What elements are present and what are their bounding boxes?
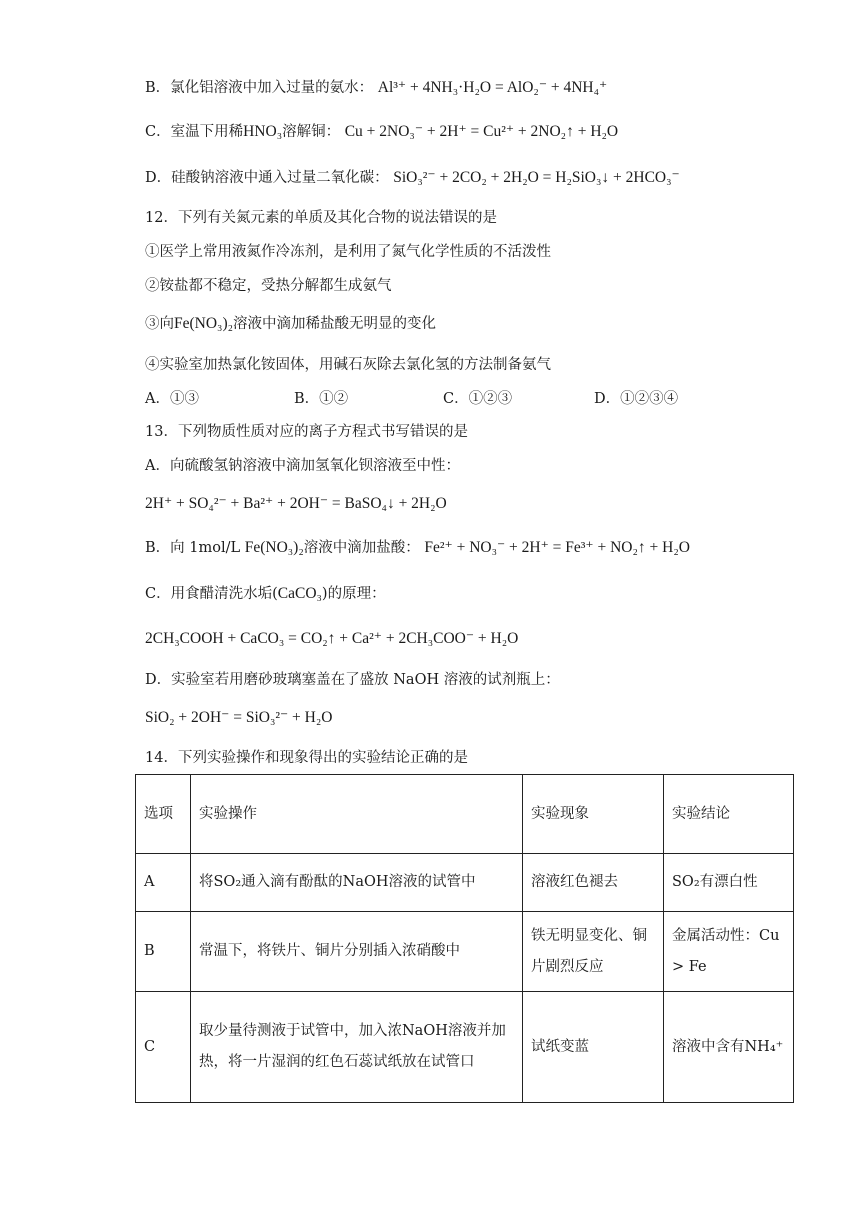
table-header-row	[136, 775, 794, 854]
row-c-conclusion: 溶液中含有NH₄⁺	[664, 992, 794, 1103]
header-operation: 实验操作	[191, 775, 523, 854]
q11-option-b-text: B．氯化铝溶液中加入过量的氨水：	[145, 80, 374, 96]
q12-option-b: B．①②	[294, 391, 349, 407]
q13-option-b-formula: Fe(NO₃)₂	[244, 539, 304, 556]
q13-option-d-text: D．实验室若用磨砂玻璃塞盖在了盛放 NaOH 溶液的试剂瓶上：	[145, 672, 560, 688]
row-c-phenomenon: 试纸变蓝	[523, 992, 664, 1103]
q12-statement-3-formula: Fe(NO₃)₂	[174, 315, 234, 332]
q11-option-c-hno3: HNO₃	[243, 123, 283, 140]
q12-statement-2: ②铵盐都不稳定，受热分解都生成氨气	[145, 278, 392, 294]
q13-option-c-text-a: C．用食醋清洗水垢(	[145, 586, 278, 602]
header-option: 选项	[136, 775, 191, 854]
q11-option-c-text2: 溶解铜：	[282, 124, 341, 140]
q13-option-d-equation: SiO₂ + 2OH⁻ = SiO₃²⁻ + H₂O	[145, 709, 333, 726]
q13-option-c-text-b: )的原理：	[321, 586, 386, 602]
q13-option-b-text: B．向 1mol/L	[145, 540, 241, 556]
q11-option-c-equation: Cu + 2NO₃⁻ + 2H⁺ = Cu²⁺ + 2NO₂↑ + H₂O	[344, 123, 619, 140]
row-a-phenomenon: 溶液红色褪去	[523, 854, 664, 912]
header-conclusion: 实验结论	[664, 775, 794, 854]
q13-option-a-text: A．向硫酸氢钠溶液中滴加氢氧化钡溶液至中性：	[145, 458, 460, 474]
row-b-option: B	[136, 912, 191, 992]
q12-statement-3-a: ③向	[145, 316, 174, 332]
q13-option-b-equation: Fe²⁺ + NO₃⁻ + 2H⁺ = Fe³⁺ + NO₂↑ + H₂O	[424, 539, 690, 556]
table-row	[136, 992, 794, 1103]
q12-statement-1: ①医学上常用液氮作冷冻剂，是利用了氮气化学性质的不活泼性	[145, 244, 551, 260]
q11-option-d-equation: SiO₃²⁻ + 2CO₂ + 2H₂O = H₂SiO₃↓ + 2HCO₃⁻	[393, 169, 680, 186]
q12-statement-4: ④实验室加热氯化铵固体，用碱石灰除去氯化氢的方法制备氨气	[145, 357, 551, 373]
q11-option-d-text: D．硅酸钠溶液中通入过量二氧化碳：	[145, 170, 389, 186]
q12-option-d: D．①②③④	[594, 391, 679, 407]
row-a-operation: 将SO₂通入滴有酚酞的NaOH溶液的试管中	[191, 854, 523, 912]
experiment-table	[135, 774, 794, 1103]
row-c-operation: 取少量待测液于试管中，加入浓NaOH溶液并加热，将一片湿润的红色石蕊试纸放在试管口	[191, 992, 523, 1103]
row-b-conclusion: 金属活动性：Cu > Fe	[664, 912, 794, 992]
q13-stem: 13．下列物质性质对应的离子方程式书写错误的是	[145, 424, 468, 440]
q11-option-c-text: C．室温下用稀	[145, 124, 244, 140]
q13-option-b	[145, 538, 690, 558]
q14-stem: 14．下列实验操作和现象得出的实验结论正确的是	[145, 750, 468, 766]
q12-statement-3-b: 溶液中滴加稀盐酸无明显的变化	[233, 316, 437, 332]
row-c-option: C	[136, 992, 191, 1103]
q11-option-d	[145, 168, 680, 188]
q13-option-a-equation: 2H⁺ + SO₄²⁻ + Ba²⁺ + 2OH⁻ = BaSO₄↓ + 2H₂O	[145, 495, 447, 512]
q13-option-c-formula: CaCO₃	[277, 585, 322, 602]
table-row	[136, 912, 794, 992]
q13-option-c-text	[145, 584, 386, 604]
row-b-operation: 常温下，将铁片、铜片分别插入浓硝酸中	[191, 912, 523, 992]
q11-option-c	[145, 122, 618, 142]
q12-stem: 12．下列有关氮元素的单质及其化合物的说法错误的是	[145, 210, 497, 226]
row-b-phenomenon: 铁无明显变化、铜片剧烈反应	[523, 912, 664, 992]
q11-option-b-equation: Al³⁺ + 4NH₃·H₂O = AlO₂⁻ + 4NH₄⁺	[377, 79, 608, 96]
q12-statement-3	[145, 314, 436, 334]
header-phenomenon: 实验现象	[523, 775, 664, 854]
row-a-option: A	[136, 854, 191, 912]
row-a-conclusion: SO₂有漂白性	[664, 854, 794, 912]
q11-option-b	[145, 78, 607, 98]
q12-option-c: C．①②③	[443, 391, 513, 407]
q13-option-b-text2: 溶液中滴加盐酸：	[303, 540, 420, 556]
q13-option-c-equation: 2CH₃COOH + CaCO₃ = CO₂↑ + Ca²⁺ + 2CH₃COO⁻ + H₂O	[145, 630, 519, 647]
q12-option-a: A．①③	[145, 391, 199, 407]
table-row	[136, 854, 794, 912]
